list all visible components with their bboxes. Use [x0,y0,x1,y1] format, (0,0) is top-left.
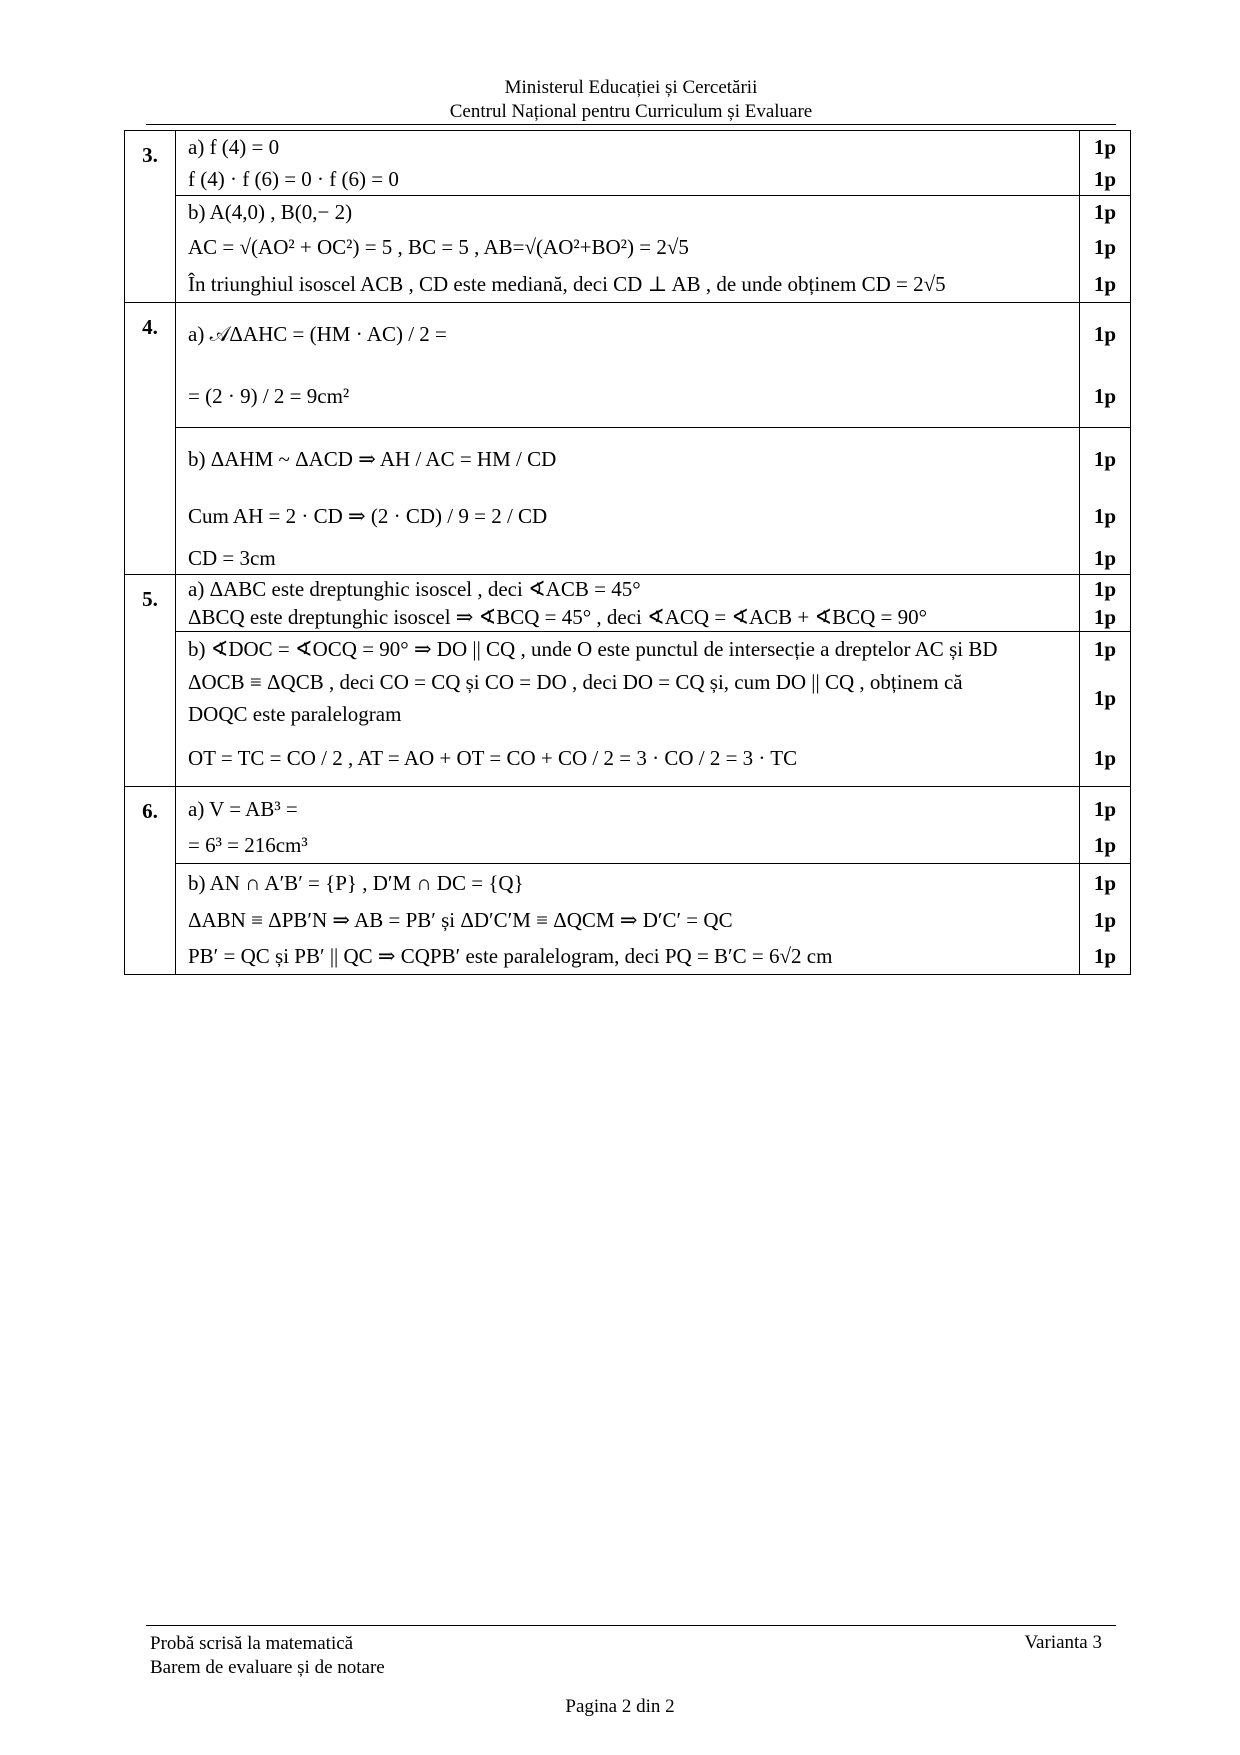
problem-6-part-a [125,787,1131,864]
header-ministry: Ministerul Educației și Cercetării [504,77,758,98]
header-center: Centrul Național pentru Curriculum și Evaluare [449,101,813,122]
solution-cell [176,787,1080,864]
points-value: 1p [1093,167,1117,191]
problem-5-part-b [125,632,1131,787]
footer-exam-name: Probă scrisă la matematică [150,1633,354,1654]
solution-line: b) AN ∩ A′B′ = {P} , D′M ∩ DC = {Q} [188,871,524,895]
problem-4-part-a [125,303,1131,428]
header-divider [146,124,1116,125]
problem-number: 3. [125,131,176,303]
solution-line: a) V = AB³ = [188,797,298,821]
solution-cell [176,303,1080,428]
points-cell [1080,575,1131,632]
solution-line: ΔBCQ este dreptunghic isoscel ⇒ ∢BCQ = 45° , deci ∢ACQ = ∢ACB + ∢BCQ = 90° [188,605,928,629]
problem-4-part-b [125,428,1131,575]
points-value: 1p [1093,135,1117,159]
solution-line: = 6³ = 216cm³ [188,833,308,857]
solution-line: b) ∢DOC = ∢OCQ = 90° ⇒ DO || CQ , unde O este punctul de intersecție a dreptelor AC și BD [188,637,998,661]
solution-cell [176,575,1080,632]
points-value: 1p [1093,797,1117,821]
points-value: 1p [1093,746,1117,770]
solution-line: CD = 3cm [188,546,276,570]
solution-line: Cum AH = 2 · CD ⇒ (2 · CD) / 9 = 2 / CD [188,504,548,528]
solution-line: OT = TC = CO / 2 , AT = AO + OT = CO + CO / 2 = 3 · CO / 2 = 3 · TC [188,746,798,770]
solution-line: PB′ = QC și PB′ || QC ⇒ CQPB′ este paralelogram, deci PQ = B′C = 6√2 cm [188,944,833,968]
footer-variant: Varianta 3 [1024,1632,1102,1653]
points-cell [1080,787,1131,864]
solution-cell [176,196,1080,303]
points-value: 1p [1093,235,1117,259]
points-cell [1080,131,1131,196]
solution-line: a) ΔABC este dreptunghic isoscel , deci ∢ACB = 45° [188,577,641,601]
solution-cell [176,864,1080,975]
solution-line [176,666,1079,730]
solution-line: AC = √(AO² + OC²) = 5 , BC = 5 , AB=√(AO²+BO²) = 2√5 [188,235,689,259]
points-cell [1080,196,1131,303]
problem-number: 5. [125,575,176,787]
points-value: 1p [1093,504,1117,528]
points-value: 1p [1093,908,1117,932]
solution-line: b) A(4,0) , B(0,− 2) [188,200,353,224]
points-value: 1p [1093,384,1117,408]
solution-line-text: ΔOCB ≡ ΔQCB , deci CO = CQ și CO = DO , deci DO = CQ și, cum DO || CQ , obținem că [188,670,963,694]
points-value: 1p [1093,871,1117,895]
footer-left [150,1632,385,1680]
solution-line: ΔABN ≡ ΔPB′N ⇒ AB = PB′ și ΔD′C′M ≡ ΔQCM ⇒ D′C′ = QC [188,908,733,932]
points-cell [1080,864,1131,975]
points-value: 1p [1093,447,1117,471]
footer-doc-name: Barem de evaluare și de notare [150,1657,385,1678]
problem-3-part-b [125,196,1131,303]
points-value: 1p [1093,272,1117,296]
points-value: 1p [1093,546,1117,570]
points-value: 1p [1093,686,1117,710]
points-value: 1p [1093,833,1117,857]
page-header [146,76,1116,124]
points-value: 1p [1093,605,1117,629]
points-cell [1080,303,1131,428]
problem-number: 6. [125,787,176,975]
problem-3-part-a [125,131,1131,196]
points-value: 1p [1093,322,1117,346]
points-value: 1p [1093,577,1117,601]
footer-divider [146,1625,1116,1626]
points-value: 1p [1093,200,1117,224]
grading-table [124,130,1131,975]
solution-line: a) 𝒜ΔAHC = (HM · AC) / 2 = [188,322,447,346]
solution-line: a) f (4) = 0 [188,135,280,159]
page-number: Pagina 2 din 2 [565,1696,675,1717]
solution-cell [176,632,1080,787]
points-cell [1080,632,1131,787]
problem-number: 4. [125,303,176,575]
points-cell [1080,428,1131,575]
solution-line-continued: DOQC este paralelogram [188,702,402,726]
solution-line: În triunghiul isoscel ACB , CD este mediană, deci CD ⊥ AB , de unde obținem CD = 2√5 [188,272,946,296]
solution-cell [176,428,1080,575]
solution-cell [176,131,1080,196]
problem-5-part-a [125,575,1131,632]
solution-line: b) ΔAHM ~ ΔACD ⇒ AH / AC = HM / CD [188,447,557,471]
solution-line: f (4) · f (6) = 0 · f (6) = 0 [188,167,399,191]
problem-6-part-b [125,864,1131,975]
solution-line: = (2 · 9) / 2 = 9cm² [188,384,350,408]
points-value: 1p [1093,637,1117,661]
points-value: 1p [1093,944,1117,968]
